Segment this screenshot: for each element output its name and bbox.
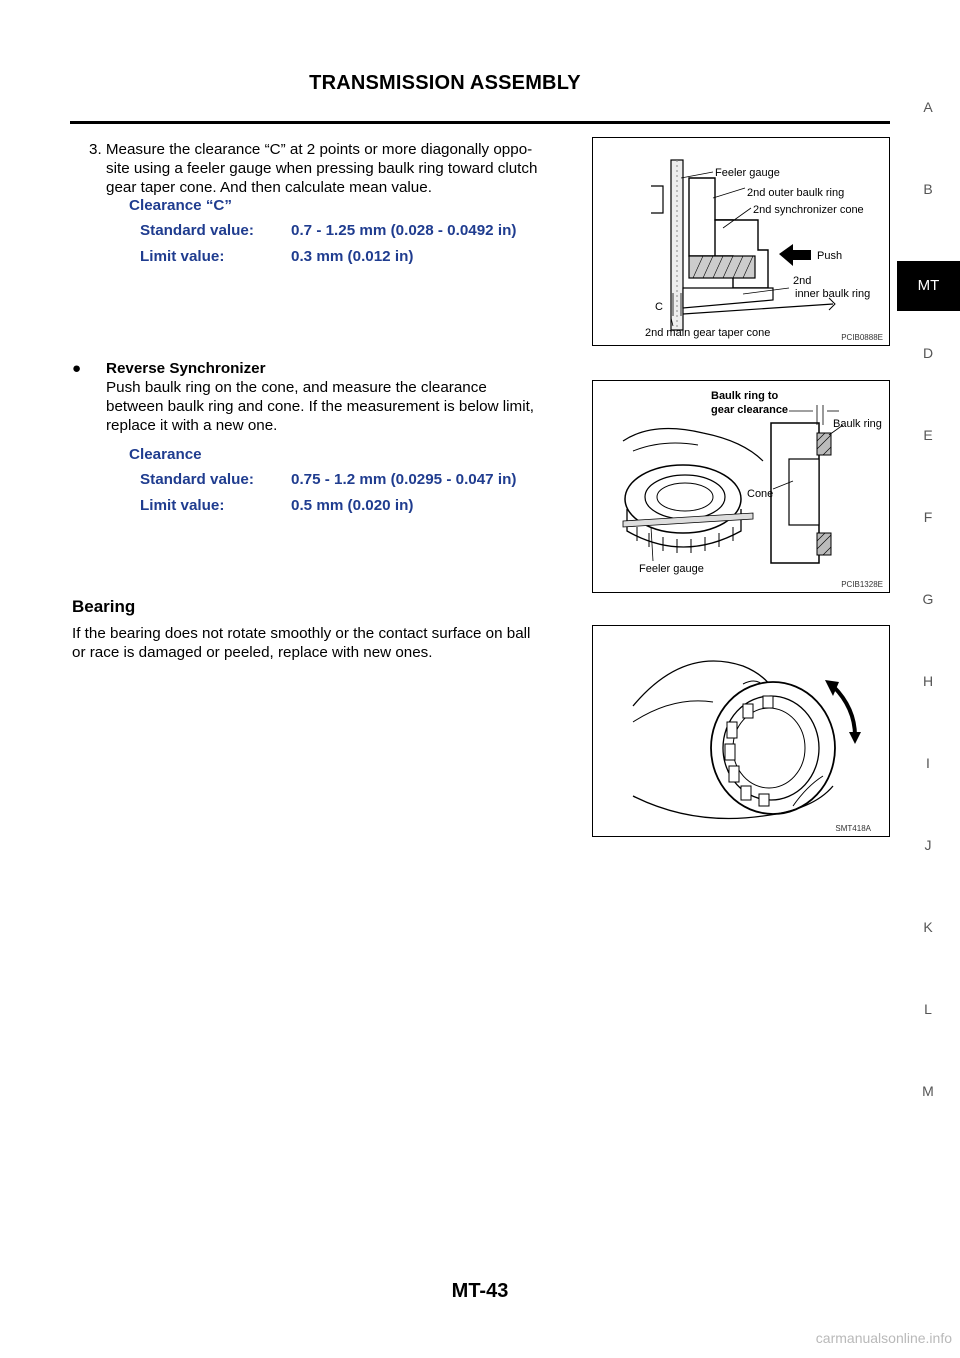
side-tab-k[interactable]: K — [923, 919, 933, 935]
side-tab-a[interactable]: A — [923, 99, 933, 115]
watermark: carmanualsonline.info — [815, 1330, 952, 1346]
figure-code: PCIB0888E — [841, 333, 883, 342]
spec-value: 0.75 - 1.2 mm (0.0295 - 0.047 in) — [291, 471, 517, 488]
callout-synchronizer-cone: 2nd synchronizer cone — [753, 204, 864, 216]
callout-outer-baulk-ring: 2nd outer baulk ring — [747, 187, 845, 199]
spec-value: 0.7 - 1.25 mm (0.028 - 0.0492 in) — [291, 222, 517, 239]
bearing-line-2: or race is damaged or peeled, replace with new ones. — [72, 644, 433, 661]
callout-baulk-to-gear-1: Baulk ring to — [711, 390, 779, 402]
callout-inner-ring-1: 2nd — [793, 275, 812, 287]
callout-feeler-gauge-2: Feeler gauge — [639, 563, 704, 575]
figure-baulk-ring-clearance — [592, 380, 890, 593]
page-number: MT-43 — [451, 1280, 509, 1302]
side-tab-f[interactable]: F — [923, 509, 933, 525]
reverse-line-3: replace it with a new one. — [106, 417, 278, 434]
baulk-ring-illustration — [593, 381, 889, 592]
side-tab-g[interactable]: G — [922, 591, 934, 607]
side-tab-d[interactable]: D — [922, 345, 934, 361]
side-tab-b[interactable]: B — [923, 181, 933, 197]
side-tab-mt-label: MT — [917, 277, 940, 294]
side-tab-e[interactable]: E — [923, 427, 933, 443]
spec-label: Standard value: — [140, 222, 254, 239]
side-tab-i[interactable]: I — [926, 755, 930, 771]
spec-title-clearance-c: Clearance “C” — [129, 197, 232, 214]
bearing-line-1: If the bearing does not rotate smoothly or the contact surface on ball — [72, 625, 531, 642]
callout-c: C — [655, 301, 663, 313]
reverse-synchronizer-heading: Reverse Synchronizer — [106, 360, 266, 377]
spec-row-standard-c — [140, 222, 516, 239]
side-tab-mt-active[interactable] — [897, 261, 960, 311]
figure-code: SMT418A — [835, 824, 871, 833]
callout-cone: Cone — [747, 488, 774, 500]
callout-push: Push — [817, 250, 843, 262]
clearance-c-illustration — [593, 138, 889, 345]
side-tab-h[interactable]: H — [922, 673, 934, 689]
callout-baulk-ring: Baulk ring — [833, 418, 882, 430]
bullet-icon: ● — [72, 360, 82, 377]
spec-row-standard-reverse — [140, 471, 516, 488]
spec-row-limit-reverse — [140, 497, 413, 514]
spec-value: 0.5 mm (0.020 in) — [291, 497, 414, 514]
callout-feeler-gauge: Feeler gauge — [715, 167, 780, 179]
callout-baulk-to-gear-2: gear clearance — [711, 404, 789, 416]
figure-bearing-check — [592, 625, 890, 837]
spec-label: Limit value: — [140, 497, 225, 514]
callout-inner-ring-2: inner baulk ring — [795, 288, 871, 300]
side-tab-m[interactable]: M — [922, 1083, 934, 1099]
side-tab-j[interactable]: J — [924, 837, 932, 853]
spec-value: 0.3 mm (0.012 in) — [291, 248, 414, 265]
spec-row-limit-c — [140, 248, 413, 265]
spec-title-clearance: Clearance — [129, 446, 202, 463]
bearing-heading: Bearing — [72, 597, 136, 616]
spec-label: Limit value: — [140, 248, 225, 265]
bearing-illustration — [593, 626, 889, 836]
reverse-line-2: between baulk ring and cone. If the measurement is below limit, — [106, 398, 535, 415]
step3-line-1: 3. Measure the clearance “C” at 2 points or more diagonally oppo- — [89, 141, 533, 158]
step3-line-3: gear taper cone. And then calculate mean value. — [106, 179, 432, 196]
spec-label: Standard value: — [140, 471, 254, 488]
side-tab-l[interactable]: L — [924, 1001, 932, 1017]
reverse-line-1: Push baulk ring on the cone, and measure the clearance — [106, 379, 487, 396]
header-rule — [70, 121, 890, 124]
figure-code: PCIB1328E — [841, 580, 883, 589]
callout-taper-cone: 2nd main gear taper cone — [645, 327, 771, 339]
figure-clearance-c-diagram — [592, 137, 890, 346]
page-title: TRANSMISSION ASSEMBLY — [309, 72, 581, 94]
step3-line-2: site using a feeler gauge when pressing baulk ring toward clutch — [106, 160, 538, 177]
